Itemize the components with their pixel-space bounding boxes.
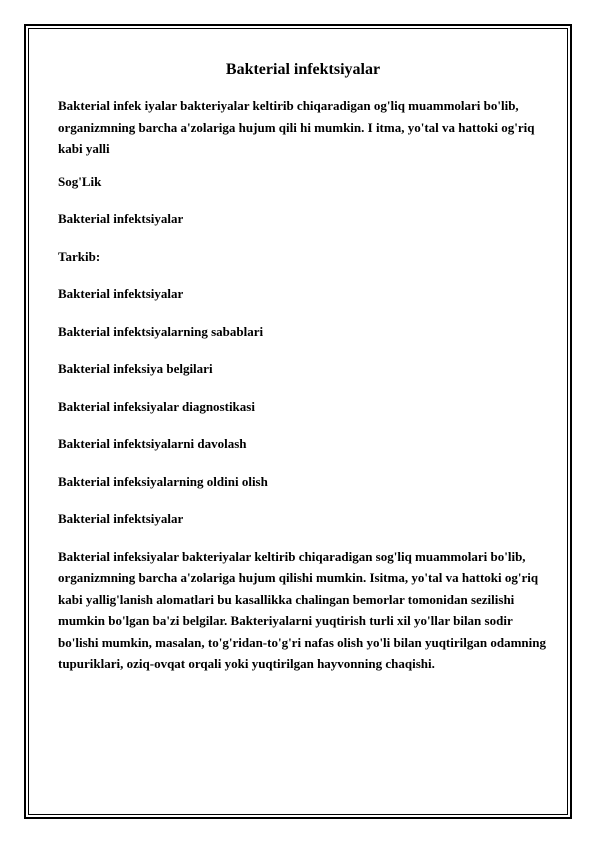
section-heading: Bakterial infektsiyalar — [58, 511, 184, 526]
toc-item: Bakterial infeksiyalar diagnostikasi — [58, 398, 255, 414]
document-title: Bakterial infektsiyalar — [225, 61, 381, 78]
toc-item: Bakterial infektsiyalar — [58, 286, 184, 301]
intro-paragraph: Bakterial infek iyalar bakteriyalar keltirib chiqaradigan og'liq muammolari bo'lib, organizmning barcha a'zolariga hujum qili hi mumkin. I itma, yo'tal va hattoki og'riq kabi yalli — [58, 98, 535, 156]
body-paragraph: Bakterial infeksiyalar bakteriyalar keltirib chiqaradigan sog'liq muammolari bo'lib, organizmning barcha a'zolariga hujum qilishi mumkin. Isitma, yo'tal va hattoki og'riq kabi yallig'lanish alomatlari bu kasallikka chalingan bemorlar tomonidan sezilishi mumkin bo'lgan ba'zi belgilar. Bakteriyalarni yuqtirish turli xil yo'llar bilan sodir bo'lishi mumkin, masalan, to'g'ridan-to'g'ri nafas olish yo'li bilan yuqtirilgan odamning tupuriklari, oziq-ovqat orqali yoki yuqtirilgan hayvonning chaqishi. — [58, 548, 546, 671]
document-content — [58, 60, 548, 686]
toc-item: Bakterial infektsiyalarning sabablari — [58, 323, 264, 339]
toc-item: Bakterial infeksiya belgilari — [58, 361, 213, 376]
contents-label: Tarkib: — [58, 248, 101, 264]
article-heading: Bakterial infektsiyalar — [58, 211, 184, 226]
toc-item: Bakterial infektsiyalarni davolash — [58, 436, 247, 451]
category-label: Sog'Lik — [58, 173, 102, 189]
toc-item: Bakterial infeksiyalarning oldini olish — [58, 473, 268, 489]
